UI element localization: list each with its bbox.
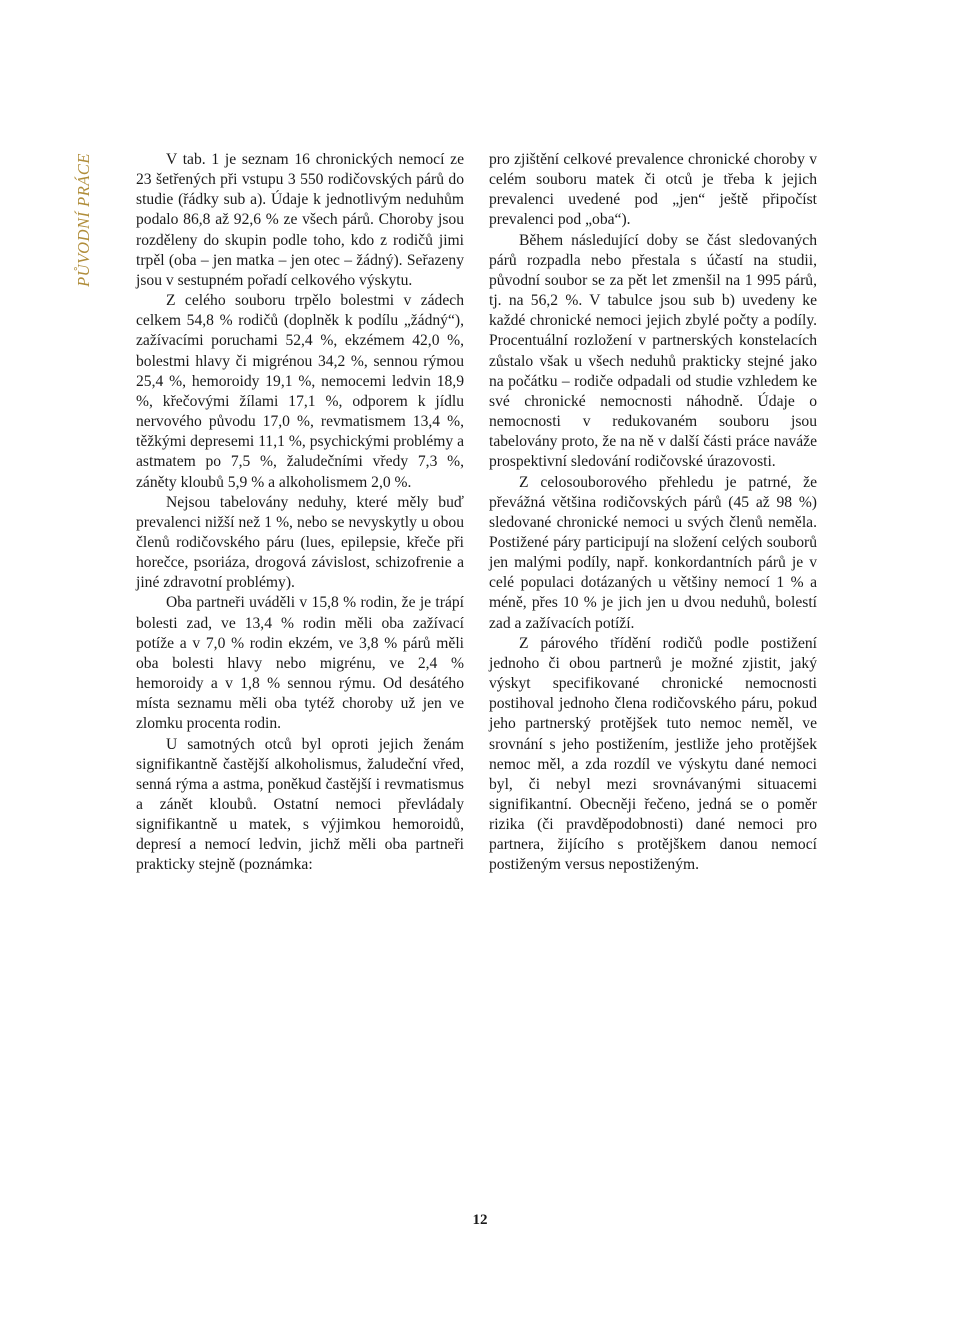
paragraph: pro zjištění celkové prevalence chronické choroby v celém souboru matek či otců je třeba k jejich prevalenci uvedené pod „jen“ ještě připočíst prevalenci pod „oba“). <box>489 151 817 229</box>
right-column <box>489 150 817 876</box>
paragraph: Nejsou tabelovány neduhy, které měly buď prevalenci nižší než 1 %, nebo se nevyskytly u obou členů rodičovského páru (lues, epilepsie, křeče při horečce, psoriáza, drogová závislost, schizofrenie a jiné zdravotní problémy). <box>136 493 464 592</box>
paragraph: Z celosouborového přehledu je patrné, že převážná většina rodičovských párů (45 až 98 %) sledované chronické nemoci u svých členů neměla. Postižené páry participují na složení celých souborů jen malými podíly, např. konkordantních párů je v celé populaci dotázaných u většiny nemocí 1 % a méně, přes 10 % je jich jen u dvou neduhů, bolestí zad a zažívacích potíží. <box>489 473 817 632</box>
page-number: 12 <box>472 1212 488 1228</box>
section-label-text: PŮVODNÍ PRÁCE <box>74 153 94 287</box>
paragraph: Během následující doby se část sledovaných párů rozpadla nebo přestala s účastí na studii, původní soubor se za pět let zmenšil na 1 995 párů, tj. na 56,2 %. V tabulce jsou sub b) uvedeny ke každé chronické nemoci jejich zbylé počty a podíly. Procentuální rozložení v partnerských konstelacích zůstalo však u všech neduhů prakticky stejné jako na počátku – rodiče odpadali od studie vzhledem ke své chronické nemocnosti náhodně. Údaje o nemocnosti v redukovaném souboru jsou tabelovány proto, že na ně v další části práce naváže prospektivní sledování rodičovské úrazovosti. <box>489 231 817 471</box>
left-column <box>136 150 464 876</box>
paragraph: Z párového třídění rodičů podle postižení jednoho či obou partnerů je možné zjistit, jaký výskyt specifikované chronické nemocnosti postihoval jednoho člena rodičovského páru, pokud jeho partnerský protějšek tuto nemoc neměl, ve srovnání s jeho postižením, jestliže jeho protějšek nemoc měl, a zda rozdíl ve výskytu dané nemoci byl, či nebyl mezi srovnávanými situacemi signifikantní. Obecněji řečeno, jedná se o poměr rizika (či pravděpodobnosti) dané nemoci pro partnera, žijícího s protějškem danou nemocí postiženým versus nepostiženým. <box>489 634 817 874</box>
paragraph: V tab. 1 je seznam 16 chronických nemocí ze 23 šetřených při vstupu 3 550 rodičovských párů do studie (řádky sub a). Údaje k jednotlivým neduhům podalo 86,8 až 92,6 % ze všech párů. Choroby jsou rozděleny do skupin podle toho, kdo z rodičů jimi trpěl (oba – jen matka – jen otec – žádný). Seřazeny jsou v sestupném pořadí celkového výskytu. <box>136 151 464 289</box>
section-label <box>69 150 99 290</box>
paragraph: Oba partneři uváděli v 15,8 % rodin, že je trápí bolesti zad, ve 13,4 % rodin měli oba zažívací potíže a v 7,0 % rodin ekzém, ve 3,8 % párů měli oba bolesti hlavy nebo migrénu, ve 2,4 % hemoroidy a v 1,8 % sennou rýmu. Od desátého místa seznamu měli oba tytéž choroby už jen ve zlomku procenta rodin. <box>136 594 464 733</box>
paragraph: U samotných otců byl oproti jejich ženám signifikantně častější alkoholismus, žaludeční vřed, senná rýma a astma, poněkud častější i revmatismus a zánět kloubů. Ostatní nemoci převládaly signifikantně u matek, s výjimkou hemoroidů, depresí a nemocí ledvin, jichž měli oba partneři prakticky stejně (poznámka: <box>136 735 464 874</box>
paragraph: Z celého souboru trpělo bolestmi v zádech celkem 54,8 % rodičů (doplněk k podílu „žádný“), zažívacími poruchami 52,4 %, ekzémem 42,0 %, bolestmi hlavy či migrénou 34,2 %, sennou rýmou 25,4 %, hemoroidy 19,1 %, nemocemi ledvin 18,9 %, křečovými žílami 17,1 %, odporem k jídlu nervového původu 17,0 %, revmatismem 13,4 %, těžkými depresemi 11,1 %, psychickými problémy a astmatem po 7,5 %, žaludečními vředy 7,3 %, záněty kloubů 5,9 % a alkoholismem 2,0 %. <box>136 292 464 491</box>
